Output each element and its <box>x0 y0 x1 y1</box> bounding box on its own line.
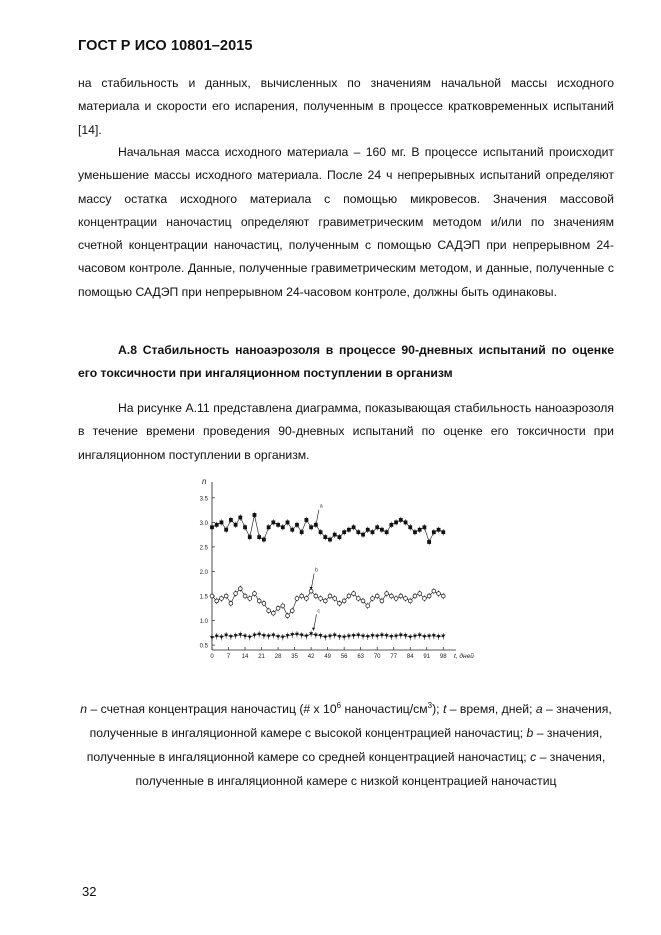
point-c <box>252 634 256 637</box>
point-b <box>437 592 441 596</box>
point-b <box>408 599 412 603</box>
point-a <box>229 518 233 522</box>
x-tick-label: 91 <box>423 654 431 660</box>
point-a <box>338 535 342 539</box>
y-tick-label: 3.0 <box>199 520 208 527</box>
point-c <box>248 636 252 639</box>
point-a <box>356 530 360 534</box>
point-b <box>238 587 242 591</box>
point-b <box>371 597 375 601</box>
point-b <box>441 594 445 598</box>
point-b <box>389 594 393 598</box>
point-b <box>243 594 247 598</box>
point-a <box>281 525 285 529</box>
point-b <box>385 592 389 596</box>
point-b <box>347 594 351 598</box>
y-tick-label: 0.5 <box>199 643 208 650</box>
caption-exponent-3: 3 <box>427 701 433 710</box>
caption-part5: – значения, полученные в ингаляционной камере с высокой концентрацией наночастиц; <box>89 702 612 741</box>
point-c <box>210 636 214 639</box>
point-c <box>309 632 313 635</box>
point-a <box>267 525 271 529</box>
point-c <box>323 636 327 639</box>
point-b <box>300 594 304 598</box>
point-a <box>423 525 427 529</box>
point-a <box>389 523 393 527</box>
point-a <box>385 530 389 534</box>
point-a <box>290 528 294 532</box>
point-b <box>262 601 266 605</box>
paragraph-initial-mass: Начальная масса исходного материала – 160 мг. В процессе испытаний происходит уменьшение массы исходного материала. После 24 ч непрерывных испытаний определяют массу остатка исходного материала с помощью микровесов. Значения массовой концентрации наночастиц определяют гравиметрическим методом и/или по значениям счетной концентрации наночастиц, полученным с помощью САДЭП при непрерывном 24-часовом контроле. Данные, полученные гравиметрическим методом, и данные, полученные с помощью САДЭП при непрерывном 24-часовом контроле, должны быть одинаковы. <box>78 145 614 299</box>
point-b <box>314 594 318 598</box>
caption-t-symbol: t <box>442 702 447 717</box>
point-a <box>366 528 370 532</box>
point-a <box>394 520 398 524</box>
point-a <box>295 523 299 527</box>
point-a <box>328 538 332 542</box>
point-b <box>248 597 252 601</box>
point-a <box>243 525 247 529</box>
annotation-label-b: b <box>315 567 318 574</box>
paragraph-figure-intro: На рисунке А.11 представлена диаграмма, показывающая стабильность наноаэрозоля в течение времени проведения 90-дневных испытаний по оценке его токсичности при ингаляционном поступлении в организм. <box>78 401 614 462</box>
point-b <box>229 601 233 605</box>
point-a <box>238 516 242 520</box>
point-a <box>342 530 346 534</box>
point-b <box>356 597 360 601</box>
point-a <box>305 518 309 522</box>
point-c <box>286 634 290 637</box>
point-b <box>271 611 275 615</box>
x-tick-label: 28 <box>274 654 282 660</box>
point-a <box>215 523 219 527</box>
point-c <box>224 634 228 637</box>
point-b <box>295 597 299 601</box>
caption-part3: ); <box>432 702 443 717</box>
point-a <box>413 530 417 534</box>
point-b <box>394 597 398 601</box>
point-b <box>338 601 342 605</box>
point-a <box>253 513 257 517</box>
point-a <box>309 525 313 529</box>
point-c <box>304 635 308 638</box>
point-b <box>342 599 346 603</box>
stability-chart <box>190 474 474 674</box>
point-a <box>257 535 261 539</box>
chart-axes <box>212 482 456 650</box>
point-b <box>352 592 356 596</box>
point-a <box>404 520 408 524</box>
x-tick-label: 70 <box>373 654 381 660</box>
point-a <box>234 523 238 527</box>
annotation-label-a: a <box>319 503 323 510</box>
point-a <box>323 535 327 539</box>
y-tick-label: 1.5 <box>199 594 208 601</box>
caption-a-symbol: a <box>535 702 543 717</box>
caption-b-symbol: b <box>526 726 534 741</box>
x-tick-label: 84 <box>406 654 414 660</box>
point-b <box>305 597 309 601</box>
point-b <box>257 599 261 603</box>
paragraph-continuation: на стабильность и данных, вычисленных по значениям начальной массы исходного материала и скорости его испарения, полученным в процессе кратковременных испытаний [14]. <box>78 76 614 137</box>
point-a <box>220 520 224 524</box>
point-b <box>328 594 332 598</box>
y-tick-label: 3.5 <box>199 496 208 503</box>
x-tick-label: 7 <box>226 654 231 660</box>
caption-part1: – счетная концентрация наночастиц (# x 10 <box>87 702 337 717</box>
point-b <box>375 594 379 598</box>
point-b <box>267 609 271 613</box>
point-a <box>347 528 351 532</box>
caption-n-symbol: n <box>80 702 88 717</box>
point-a <box>380 528 384 532</box>
y-tick-label: 1.0 <box>199 619 208 626</box>
point-b <box>413 594 417 598</box>
x-tick-label: 98 <box>439 654 447 660</box>
caption-part6: – значения, полученные в ингаляционной камере со средней концентрацией наночастиц; <box>86 726 603 765</box>
figure-caption <box>78 694 614 793</box>
point-b <box>323 599 327 603</box>
point-a <box>375 525 379 529</box>
page-number: 32 <box>82 884 97 899</box>
point-b <box>418 592 422 596</box>
point-a <box>441 530 445 534</box>
point-a <box>371 530 375 534</box>
point-b <box>210 594 214 598</box>
point-a <box>427 540 431 544</box>
point-b <box>333 597 337 601</box>
point-a <box>276 523 280 527</box>
y-tick-label: 2.5 <box>199 545 208 552</box>
caption-c-symbol: c <box>530 750 537 765</box>
point-b <box>290 609 294 613</box>
point-b <box>361 599 365 603</box>
point-b <box>234 592 238 596</box>
x-tick-label: 77 <box>390 654 398 660</box>
chart-labels <box>200 477 475 660</box>
y-tick-label: 2.0 <box>199 569 208 576</box>
point-a <box>437 528 441 532</box>
point-b <box>220 597 224 601</box>
caption-exponent-6: 6 <box>336 701 342 710</box>
x-tick-label: 63 <box>357 654 365 660</box>
point-a <box>352 525 356 529</box>
y-axis-label: n <box>202 477 207 486</box>
point-a <box>418 528 422 532</box>
point-a <box>361 533 365 537</box>
point-a <box>408 525 412 529</box>
point-b <box>427 594 431 598</box>
x-tick-label: 21 <box>258 654 265 660</box>
annotation-arrowhead-c <box>312 628 315 631</box>
annotation-label-c: c <box>317 608 320 615</box>
section-heading-a8: А.8 Стабильность наноаэрозоля в процессе 90-дневных испытаний по оценке его токсичности при ингаляционном поступлении в организм <box>78 343 614 381</box>
x-tick-label: 35 <box>291 654 298 660</box>
point-b <box>319 597 323 601</box>
point-a <box>271 520 275 524</box>
point-b <box>380 599 384 603</box>
point-a <box>286 520 290 524</box>
point-a <box>300 530 304 534</box>
point-b <box>276 606 280 610</box>
document-header: ГОСТ Р ИСО 10801–2015 <box>78 38 253 54</box>
x-axis-label: t, дней <box>454 653 474 660</box>
point-a <box>432 530 436 534</box>
point-a <box>224 528 228 532</box>
point-b <box>404 597 408 601</box>
x-tick-label: 0 <box>210 654 214 660</box>
point-a <box>319 530 323 534</box>
x-tick-label: 49 <box>324 654 331 660</box>
point-b <box>423 597 427 601</box>
point-a <box>262 538 266 542</box>
x-tick-label: 42 <box>307 654 315 660</box>
caption-part7: – значения, полученные в ингаляционной камере с низкой концентрацией наночастиц <box>135 750 606 789</box>
point-b <box>286 614 290 618</box>
point-c <box>408 636 412 639</box>
point-c <box>229 635 233 638</box>
point-a <box>248 535 252 539</box>
caption-part2: наночастиц/см <box>341 702 428 717</box>
x-tick-label: 14 <box>241 654 249 660</box>
point-b <box>281 604 285 608</box>
point-b <box>399 594 403 598</box>
chart-marks <box>210 510 445 641</box>
point-b <box>366 604 370 608</box>
point-b <box>432 589 436 593</box>
figure-a11 <box>190 474 474 674</box>
point-b <box>215 599 219 603</box>
point-b <box>253 592 257 596</box>
point-c <box>219 636 223 639</box>
point-a <box>333 533 337 537</box>
x-tick-label: 56 <box>340 654 348 660</box>
caption-part4: – время, дней; <box>446 702 536 717</box>
point-b <box>224 594 228 598</box>
point-a <box>399 518 403 522</box>
point-a <box>210 525 214 529</box>
